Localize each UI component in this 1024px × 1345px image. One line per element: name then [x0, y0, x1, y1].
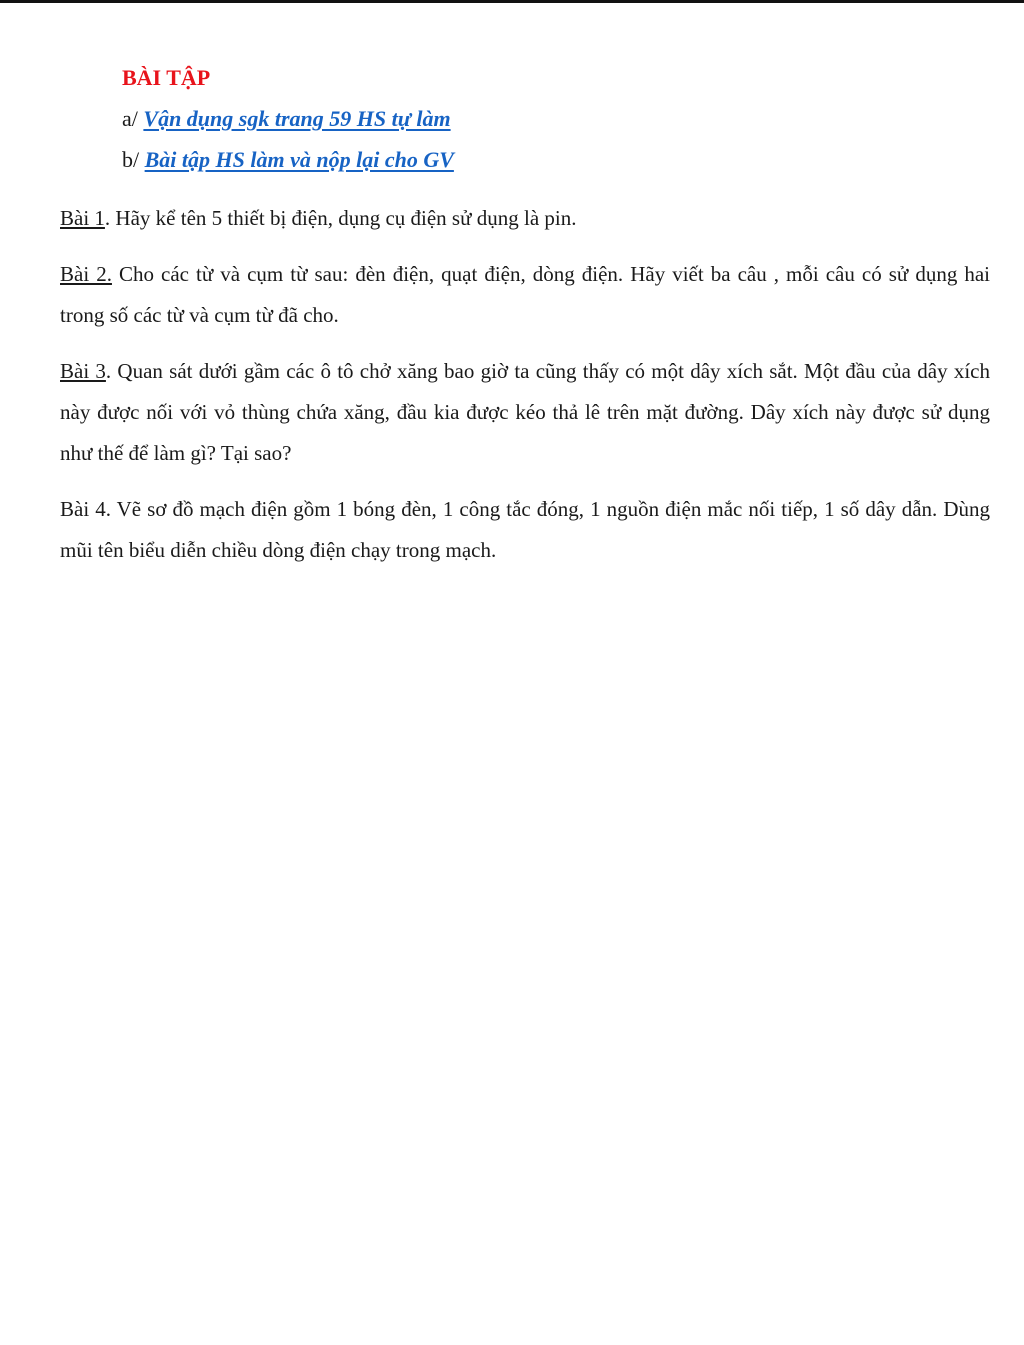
- problem-2-text: Cho các từ và cụm từ sau: đèn điện, quạt điện, dòng điện. Hãy viết ba câu , mỗi câu có sử dụng hai trong số các từ và cụm từ đã cho.: [60, 262, 990, 327]
- document-page: [60, 58, 990, 586]
- top-border-line: [0, 0, 1024, 3]
- problem-4-text: Bài 4. Vẽ sơ đồ mạch điện gồm 1 bóng đèn, 1 công tắc đóng, 1 nguồn điện mắc nối tiếp, 1 số dây dẫn. Dùng mũi tên biểu diễn chiều dòng điện chạy trong mạch.: [60, 497, 990, 562]
- subtask-b: [122, 139, 990, 180]
- problem-1-label: Bài 1: [60, 206, 105, 230]
- problem-2-label: Bài 2.: [60, 262, 112, 286]
- problem-3-text: . Quan sát dưới gầm các ô tô chở xăng bao giờ ta cũng thấy có một dây xích sắt. Một đầu của dây xích này được nối với vỏ thùng chứa xăng, đầu kia được kéo thả lê trên mặt đường. Dây xích này được sử dụng như thế để làm gì? Tại sao?: [60, 359, 990, 465]
- problem-3-label: Bài 3: [60, 359, 106, 383]
- problem-4: [60, 489, 990, 571]
- subtask-a: [122, 98, 990, 139]
- problem-2: [60, 254, 990, 336]
- subtask-b-link[interactable]: Bài tập HS làm và nộp lại cho GV: [144, 147, 454, 172]
- subtask-a-link[interactable]: Vận dụng sgk trang 59 HS tự làm: [143, 106, 451, 131]
- exercise-heading: BÀI TẬP: [122, 65, 211, 90]
- problem-1-text: . Hãy kể tên 5 thiết bị điện, dụng cụ điện sử dụng là pin.: [104, 206, 577, 230]
- subtask-b-prefix: b/: [122, 147, 145, 172]
- subtask-a-prefix: a/: [122, 106, 144, 131]
- problem-list: [60, 198, 990, 571]
- problem-1: [60, 198, 990, 239]
- problem-3: [60, 351, 990, 474]
